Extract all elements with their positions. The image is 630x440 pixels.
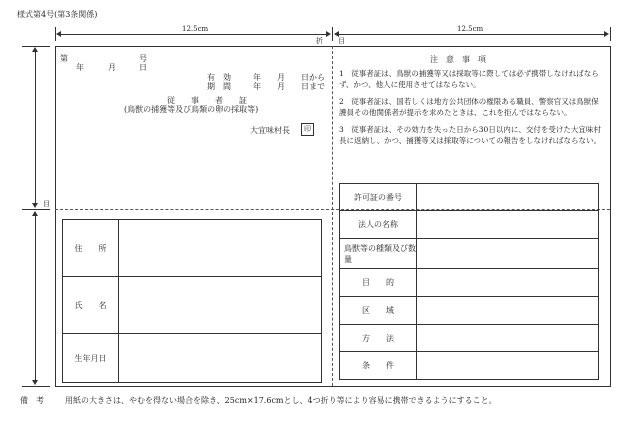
- permit-info-table: [339, 183, 599, 380]
- dimension-tick-right: [610, 27, 611, 41]
- arrow-up-icon: [32, 211, 38, 216]
- validity-to: 年 月 日まで: [253, 82, 325, 91]
- notice-item: 3 従事者証は、その効力を失った日から30日以内に、交付を受けた大宜味村長に返納し、かつ、捕獲等又は採取等についての報告をしなければならない。: [339, 125, 602, 145]
- validity-label-1: 有 効: [207, 73, 231, 82]
- remarks-text: 用紙の大きさは、やむを得ない場合を除き、25cm×17.6cmとし、4つ折り等により容易に携帯できるようにすること。: [65, 396, 497, 405]
- arrow-up-icon: [32, 47, 38, 52]
- arrow-right-icon: [326, 31, 331, 37]
- seal-mark: 印: [301, 123, 314, 136]
- label-purpose: 目 的: [340, 269, 417, 297]
- purpose-value: [417, 269, 599, 297]
- address-value: [119, 220, 322, 277]
- label-address: 住 所: [63, 220, 119, 277]
- name-value: [119, 277, 322, 334]
- fold-label: 折: [316, 37, 323, 45]
- label-method: 方 法: [340, 325, 417, 352]
- remarks-label: 備 考: [20, 396, 44, 405]
- label-corporation-name: 法人の名称: [340, 211, 417, 239]
- label-area: 区 域: [340, 297, 417, 325]
- certificate-subtitle: (鳥獣の捕獲等及び鳥類の卵の採取等): [124, 105, 259, 114]
- label-species-quantity: 鳥獣等の種類及び数量: [340, 239, 417, 269]
- notice-title: 注 意 事 項: [430, 55, 486, 64]
- arrow-right-icon: [604, 31, 609, 37]
- label-name: 氏 名: [63, 277, 119, 334]
- certificate-title: 従 事 者 証: [167, 96, 247, 105]
- corporation-name-value: [417, 211, 599, 239]
- dimension-label-left: 12.5cm: [182, 25, 209, 33]
- number-dai: 第: [60, 54, 68, 63]
- method-value: [417, 325, 599, 352]
- form-title: 様式第4号(第3条関係): [17, 10, 98, 19]
- arrow-down-icon: [32, 380, 38, 385]
- notice-item: 1 従事者証は、鳥獣の捕獲等又は採取等に際しては必ず携帯しなければならず、かつ、他人に使用させてはならない。: [339, 69, 599, 89]
- fold-line-vertical: [332, 46, 333, 386]
- vdim-tick-bottom: [22, 386, 50, 387]
- date-year: 年: [76, 63, 84, 72]
- area-value: [417, 297, 599, 325]
- arrow-left-icon: [56, 31, 61, 37]
- vdim-line-top: [35, 49, 36, 206]
- dimension-line-left: [58, 34, 329, 35]
- dimension-line-right: [335, 34, 607, 35]
- birthdate-value: [119, 334, 322, 383]
- dimension-tick-center: [332, 27, 333, 41]
- dimension-label-right: 12.5cm: [457, 25, 484, 33]
- validity-label-2: 期 間: [207, 82, 231, 91]
- label-permit-number: 許可証の番号: [340, 184, 417, 211]
- holder-info-table: [62, 219, 322, 383]
- vdim-tick-mid: [22, 209, 50, 210]
- label-birthdate: 生年月日: [63, 334, 119, 383]
- label-conditions: 条 件: [340, 352, 417, 380]
- vdim-line-bottom: [35, 212, 36, 383]
- notice-item: 2 従事者証は、国若しくは地方公共団体の権限ある職員、警察官又は鳥獣保護員その他関係者が提示を求めたときは、これを拒んではならない。: [339, 97, 599, 117]
- eye-label-top: 目: [338, 37, 345, 45]
- permit-number-value: [417, 184, 599, 211]
- date-day: 日: [139, 63, 147, 72]
- species-quantity-value: [417, 239, 599, 269]
- arrow-down-icon: [32, 203, 38, 208]
- date-month: 月: [108, 63, 116, 72]
- number-go: 号: [139, 54, 147, 63]
- eye-label-side: 目: [43, 200, 50, 208]
- issuer: 大宜味村長: [250, 126, 290, 135]
- validity-from: 年 月 日から: [253, 73, 325, 82]
- conditions-value: [417, 352, 599, 380]
